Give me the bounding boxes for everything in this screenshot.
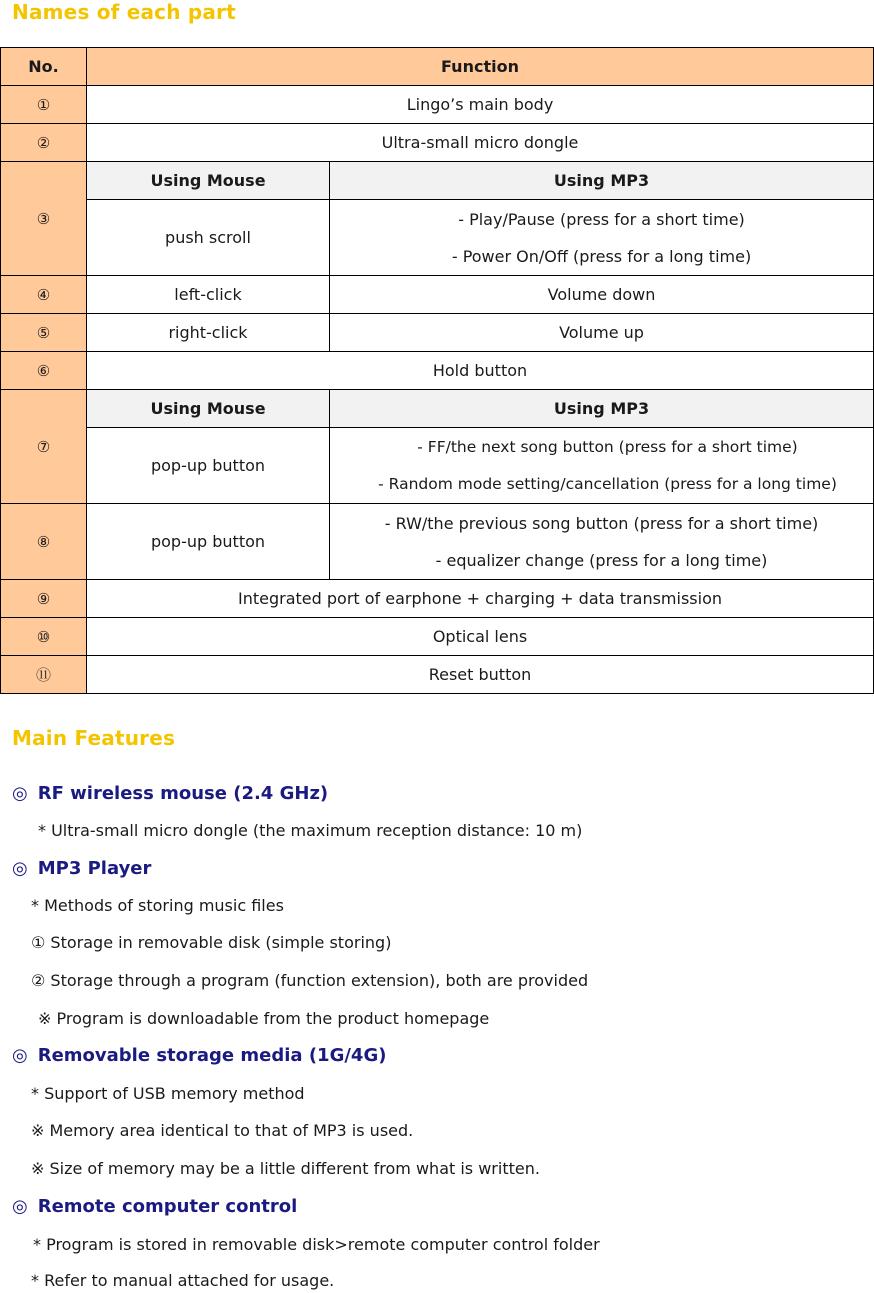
feature-line: * Methods of storing music files — [31, 896, 284, 915]
table-row — [1, 504, 874, 580]
mp3-function: Volume up — [330, 314, 874, 352]
table-row — [1, 86, 874, 124]
mp3-function — [330, 428, 874, 504]
feature-line: ※ Memory area identical to that of MP3 is used. — [31, 1121, 414, 1140]
feature-heading-rf-mouse — [12, 783, 328, 804]
table-row — [1, 390, 874, 428]
feature-title: MP3 Player — [37, 858, 152, 879]
feature-line: * Refer to manual attached for usage. — [31, 1271, 335, 1290]
row-number: ④ — [1, 276, 87, 314]
mouse-function: pop-up button — [87, 504, 330, 580]
row-number: ⑨ — [1, 580, 87, 618]
mouse-function: left-click — [87, 276, 330, 314]
parts-table — [0, 47, 874, 694]
table-row — [1, 200, 874, 276]
mouse-function: pop-up button — [87, 428, 330, 504]
table-row — [1, 124, 874, 162]
row-function: Hold button — [87, 352, 874, 390]
feature-line: * Support of USB memory method — [31, 1084, 305, 1103]
mp3-function: Volume down — [330, 276, 874, 314]
table-row — [1, 276, 874, 314]
row-number: ⑤ — [1, 314, 87, 352]
row-number: ⑧ — [1, 504, 87, 580]
double-circle-icon: ◎ — [12, 1196, 28, 1217]
feature-line: * Program is stored in removable disk>remote computer control folder — [33, 1235, 600, 1254]
feature-heading-storage — [12, 1045, 386, 1066]
feature-line: ※ Size of memory may be a little different from what is written. — [31, 1159, 540, 1178]
using-mouse-header: Using Mouse — [87, 390, 330, 428]
table-row — [1, 580, 874, 618]
feature-line: ② Storage through a program (function extension), both are provided — [31, 971, 589, 990]
table-row — [1, 352, 874, 390]
mp3-function — [330, 504, 874, 580]
mp3-function-line: - equalizer change (press for a long time) — [435, 550, 768, 570]
row-number: ⑥ — [1, 352, 87, 390]
double-circle-icon: ◎ — [12, 783, 28, 804]
feature-heading-mp3 — [12, 858, 151, 879]
feature-line: ① Storage in removable disk (simple storing) — [31, 933, 392, 952]
mouse-function: push scroll — [87, 200, 330, 276]
mp3-function-line: - Play/Pause (press for a short time) — [458, 209, 745, 229]
double-circle-icon: ◎ — [12, 858, 28, 879]
feature-heading-remote-control — [12, 1196, 297, 1217]
mouse-function: right-click — [87, 314, 330, 352]
row-number: ⑩ — [1, 618, 87, 656]
row-number: ① — [1, 86, 87, 124]
feature-title: RF wireless mouse (2.4 GHz) — [37, 783, 329, 804]
mp3-function — [330, 200, 874, 276]
mp3-function-line: - Random mode setting/cancellation (press for a long time) — [378, 474, 837, 493]
table-header-row — [1, 48, 874, 86]
table-row — [1, 314, 874, 352]
table-row — [1, 428, 874, 504]
row-number: ⑪ — [1, 656, 87, 694]
mp3-function-line: - RW/the previous song button (press for a short time) — [384, 513, 819, 533]
row-function: Reset button — [87, 656, 874, 694]
header-no: No. — [1, 48, 87, 86]
mp3-function-line: - FF/the next song button (press for a short time) — [417, 437, 798, 456]
feature-line: * Ultra-small micro dongle (the maximum reception distance: 10 m) — [38, 821, 583, 840]
row-function: Lingo’s main body — [87, 86, 874, 124]
section-title-main-features: Main Features — [12, 726, 176, 750]
double-circle-icon: ◎ — [12, 1045, 28, 1066]
header-function: Function — [87, 48, 874, 86]
row-function: Integrated port of earphone + charging + data transmission — [87, 580, 874, 618]
section-title-names-of-parts: Names of each part — [12, 0, 236, 24]
using-mp3-header: Using MP3 — [330, 162, 874, 200]
row-function: Ultra-small micro dongle — [87, 124, 874, 162]
row-number: ② — [1, 124, 87, 162]
table-row — [1, 162, 874, 200]
table-row — [1, 656, 874, 694]
mp3-function-line: - Power On/Off (press for a long time) — [451, 246, 752, 266]
table-row — [1, 618, 874, 656]
feature-line: ※ Program is downloadable from the product homepage — [38, 1009, 490, 1028]
feature-title: Remote computer control — [37, 1196, 298, 1217]
row-function: Optical lens — [87, 618, 874, 656]
feature-title: Removable storage media (1G/4G) — [37, 1045, 387, 1066]
row-number: ③ — [1, 162, 87, 276]
row-number: ⑦ — [1, 390, 87, 504]
using-mouse-header: Using Mouse — [87, 162, 330, 200]
using-mp3-header: Using MP3 — [330, 390, 874, 428]
